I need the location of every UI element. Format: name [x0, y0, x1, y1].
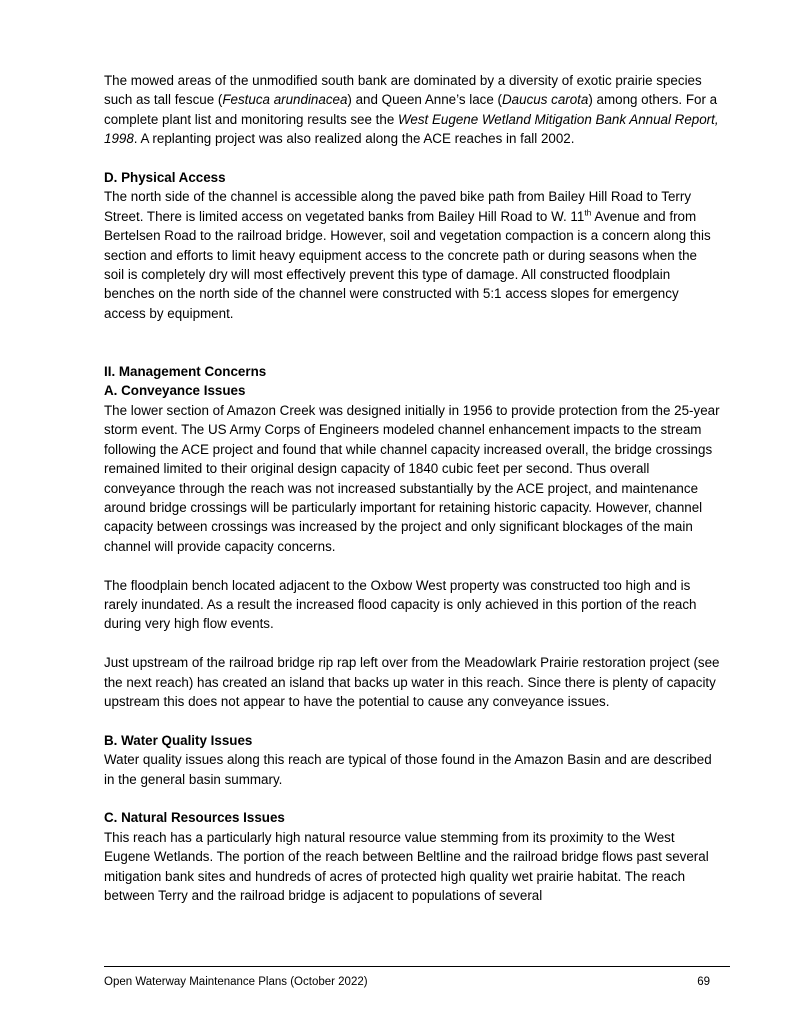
page-footer	[104, 975, 710, 989]
conveyance-issues-heading: A. Conveyance Issues	[104, 383, 246, 399]
water-quality-paragraph: Water quality issues along this reach are typical of those found in the Amazon Basin and are described in the general basin summary.	[104, 752, 712, 787]
physical-access-heading: D. Physical Access	[104, 170, 226, 186]
intro-paragraph: The mowed areas of the unmodified south bank are dominated by a diversity of exotic prairie species such as tall fescue (Festuca arundinacea) and Queen Anne’s lace (Daucus carota) among others. For a complete plant list and monitoring results see the West Eugene Wetland Mitigation Bank Annual Report, 1998. A replanting project was also realized along the ACE reaches in fall 2002.	[104, 73, 719, 147]
management-concerns-heading: II. Management Concerns	[104, 364, 267, 380]
conveyance-paragraph-1: The lower section of Amazon Creek was designed initially in 1956 to provide protection from the 25-year storm event. The US Army Corps of Engineers modeled channel enhancement impacts to the stream following the ACE project and found that while channel capacity increased overall, the bridge crossings remained limited to their original design capacity of 1840 cubic feet per second. Thus overall conveyance through the reach was not increased substantially by the ACE project, and maintenance around bridge crossings will be particularly important for retaining historic capacity. However, channel capacity between crossings was increased by the project and only significant blockages of the main channel will provide capacity concerns.	[104, 402, 720, 554]
conveyance-paragraph-3: Just upstream of the railroad bridge rip rap left over from the Meadowlark Prairie restoration project (see the next reach) has created an island that backs up water in this reach. Since there is plenty of capacity upstream this does not appear to have the potential to cause any conveyance issues.	[104, 655, 720, 709]
physical-access-paragraph: The north side of the channel is accessible along the paved bike path from Bailey Hill Road to Terry Street. There is limited access on vegetated banks from Bailey Hill Road to W. 11th Avenue and from Bertelsen Road to the railroad bridge. However, soil and vegetation compaction is a concern along this section and efforts to limit heavy equipment access to the concrete path or during seasons when the soil is completely dry will most effectively prevent this type of damage. All constructed floodplain benches on the north side of the channel were constructed with 5:1 access slopes for emergency access by equipment.	[104, 189, 711, 321]
footer-title: Open Waterway Maintenance Plans (October 2022)	[104, 976, 368, 988]
natural-resources-heading: C. Natural Resources Issues	[104, 810, 285, 826]
natural-resources-paragraph: This reach has a particularly high natural resource value stemming from its proximity to the West Eugene Wetlands. The portion of the reach between Beltline and the railroad bridge flows past several mitigation bank sites and hundreds of acres of protected high quality wet prairie habitat. The reach between Terry and the railroad bridge is adjacent to populations of several	[104, 829, 709, 903]
footer-divider	[104, 966, 730, 967]
page-content	[104, 71, 720, 905]
conveyance-paragraph-2: The floodplain bench located adjacent to the Oxbow West property was constructed too high and is rarely inundated. As a result the increased flood capacity is only achieved in this portion of the reach during very high flow events.	[104, 577, 697, 632]
page-number: 69	[697, 976, 710, 988]
water-quality-heading: B. Water Quality Issues	[104, 732, 253, 748]
